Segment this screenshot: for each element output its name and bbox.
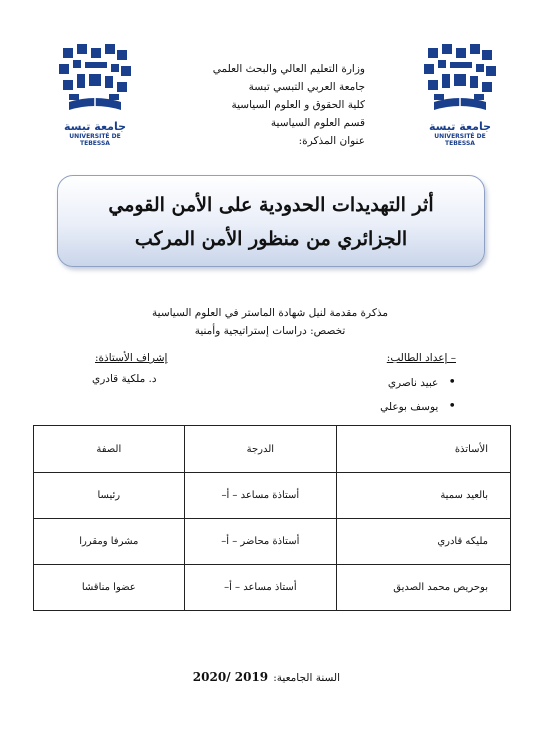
faculty-name: كلية الحقوق و العلوم السياسية <box>231 99 365 111</box>
department-name: قسم العلوم السياسية <box>270 117 365 129</box>
column-header-rank: الدرجة <box>184 426 336 473</box>
memo-title-label: عنوان المذكرة: <box>298 135 365 147</box>
table-header-row <box>34 426 511 473</box>
list-item: • يوسف بوعلي <box>380 397 456 421</box>
jury-member-rank: أستاذة محاضر – أ– <box>184 519 336 565</box>
academic-year-value: 2019 /2020 <box>192 670 269 684</box>
jury-member-role: عضوا مناقشا <box>34 565 185 611</box>
jury-member-name: بوحريص محمد الصديق <box>337 565 511 611</box>
table-row <box>34 519 511 565</box>
jury-member-name: بالعيد سمية <box>337 473 511 519</box>
logo-caption-french: UNIVERSITÉ DE TEBESSA <box>69 133 121 147</box>
jury-member-name: مليكه قادري <box>337 519 511 565</box>
logo-caption-french: UNIVERSITÉ DE TEBESSA <box>434 133 486 147</box>
university-logo-right <box>420 40 500 147</box>
ministry-name: وزارة التعليم العالي والبحث العلمي <box>212 63 365 75</box>
thesis-title-line-2: الجزائري من منظور الأمن المركب <box>134 228 408 250</box>
academic-year <box>192 666 340 685</box>
memo-specialty: تخصص: دراسات إستراتيجية وأمنية <box>194 325 346 337</box>
logo-caption-arabic: جامعة تبسة <box>63 120 127 133</box>
jury-member-rank: أستاذة مساعد – أ– <box>184 473 336 519</box>
memo-purpose: مذكرة مقدمة لنيل شهادة الماستر في العلوم السياسية <box>152 307 388 319</box>
thesis-title-box <box>57 175 485 267</box>
academic-year-label: السنة الجامعية: <box>273 672 340 684</box>
jury-member-rank: أستاذ مساعد – أ– <box>184 565 336 611</box>
university-emblem-icon <box>55 40 135 120</box>
thesis-title-line-1: أثر التهديدات الحدودية على الأمن القومي <box>108 194 434 216</box>
university-emblem-icon <box>420 40 500 120</box>
jury-member-role: رئيسا <box>34 473 185 519</box>
column-header-professors: الأساتذة <box>337 426 511 473</box>
supervisor-name: د. ملكية قادري <box>92 373 157 385</box>
university-logo-left <box>55 40 135 147</box>
logo-caption-arabic: جامعة تبسة <box>428 120 492 133</box>
students-list <box>380 373 456 421</box>
table-row <box>34 565 511 611</box>
institution-header <box>180 60 365 150</box>
list-item: • عبيد ناصري <box>380 373 456 397</box>
column-header-role: الصفة <box>34 426 185 473</box>
jury-member-role: مشرفا ومقررا <box>34 519 185 565</box>
university-name: جامعة العربي التبسي تبسة <box>248 81 365 93</box>
jury-table <box>33 425 511 611</box>
prepared-by-label: – إعداد الطالب: <box>386 352 456 364</box>
table-row <box>34 473 511 519</box>
supervisor-label: إشراف الأستاذة: <box>95 352 168 364</box>
